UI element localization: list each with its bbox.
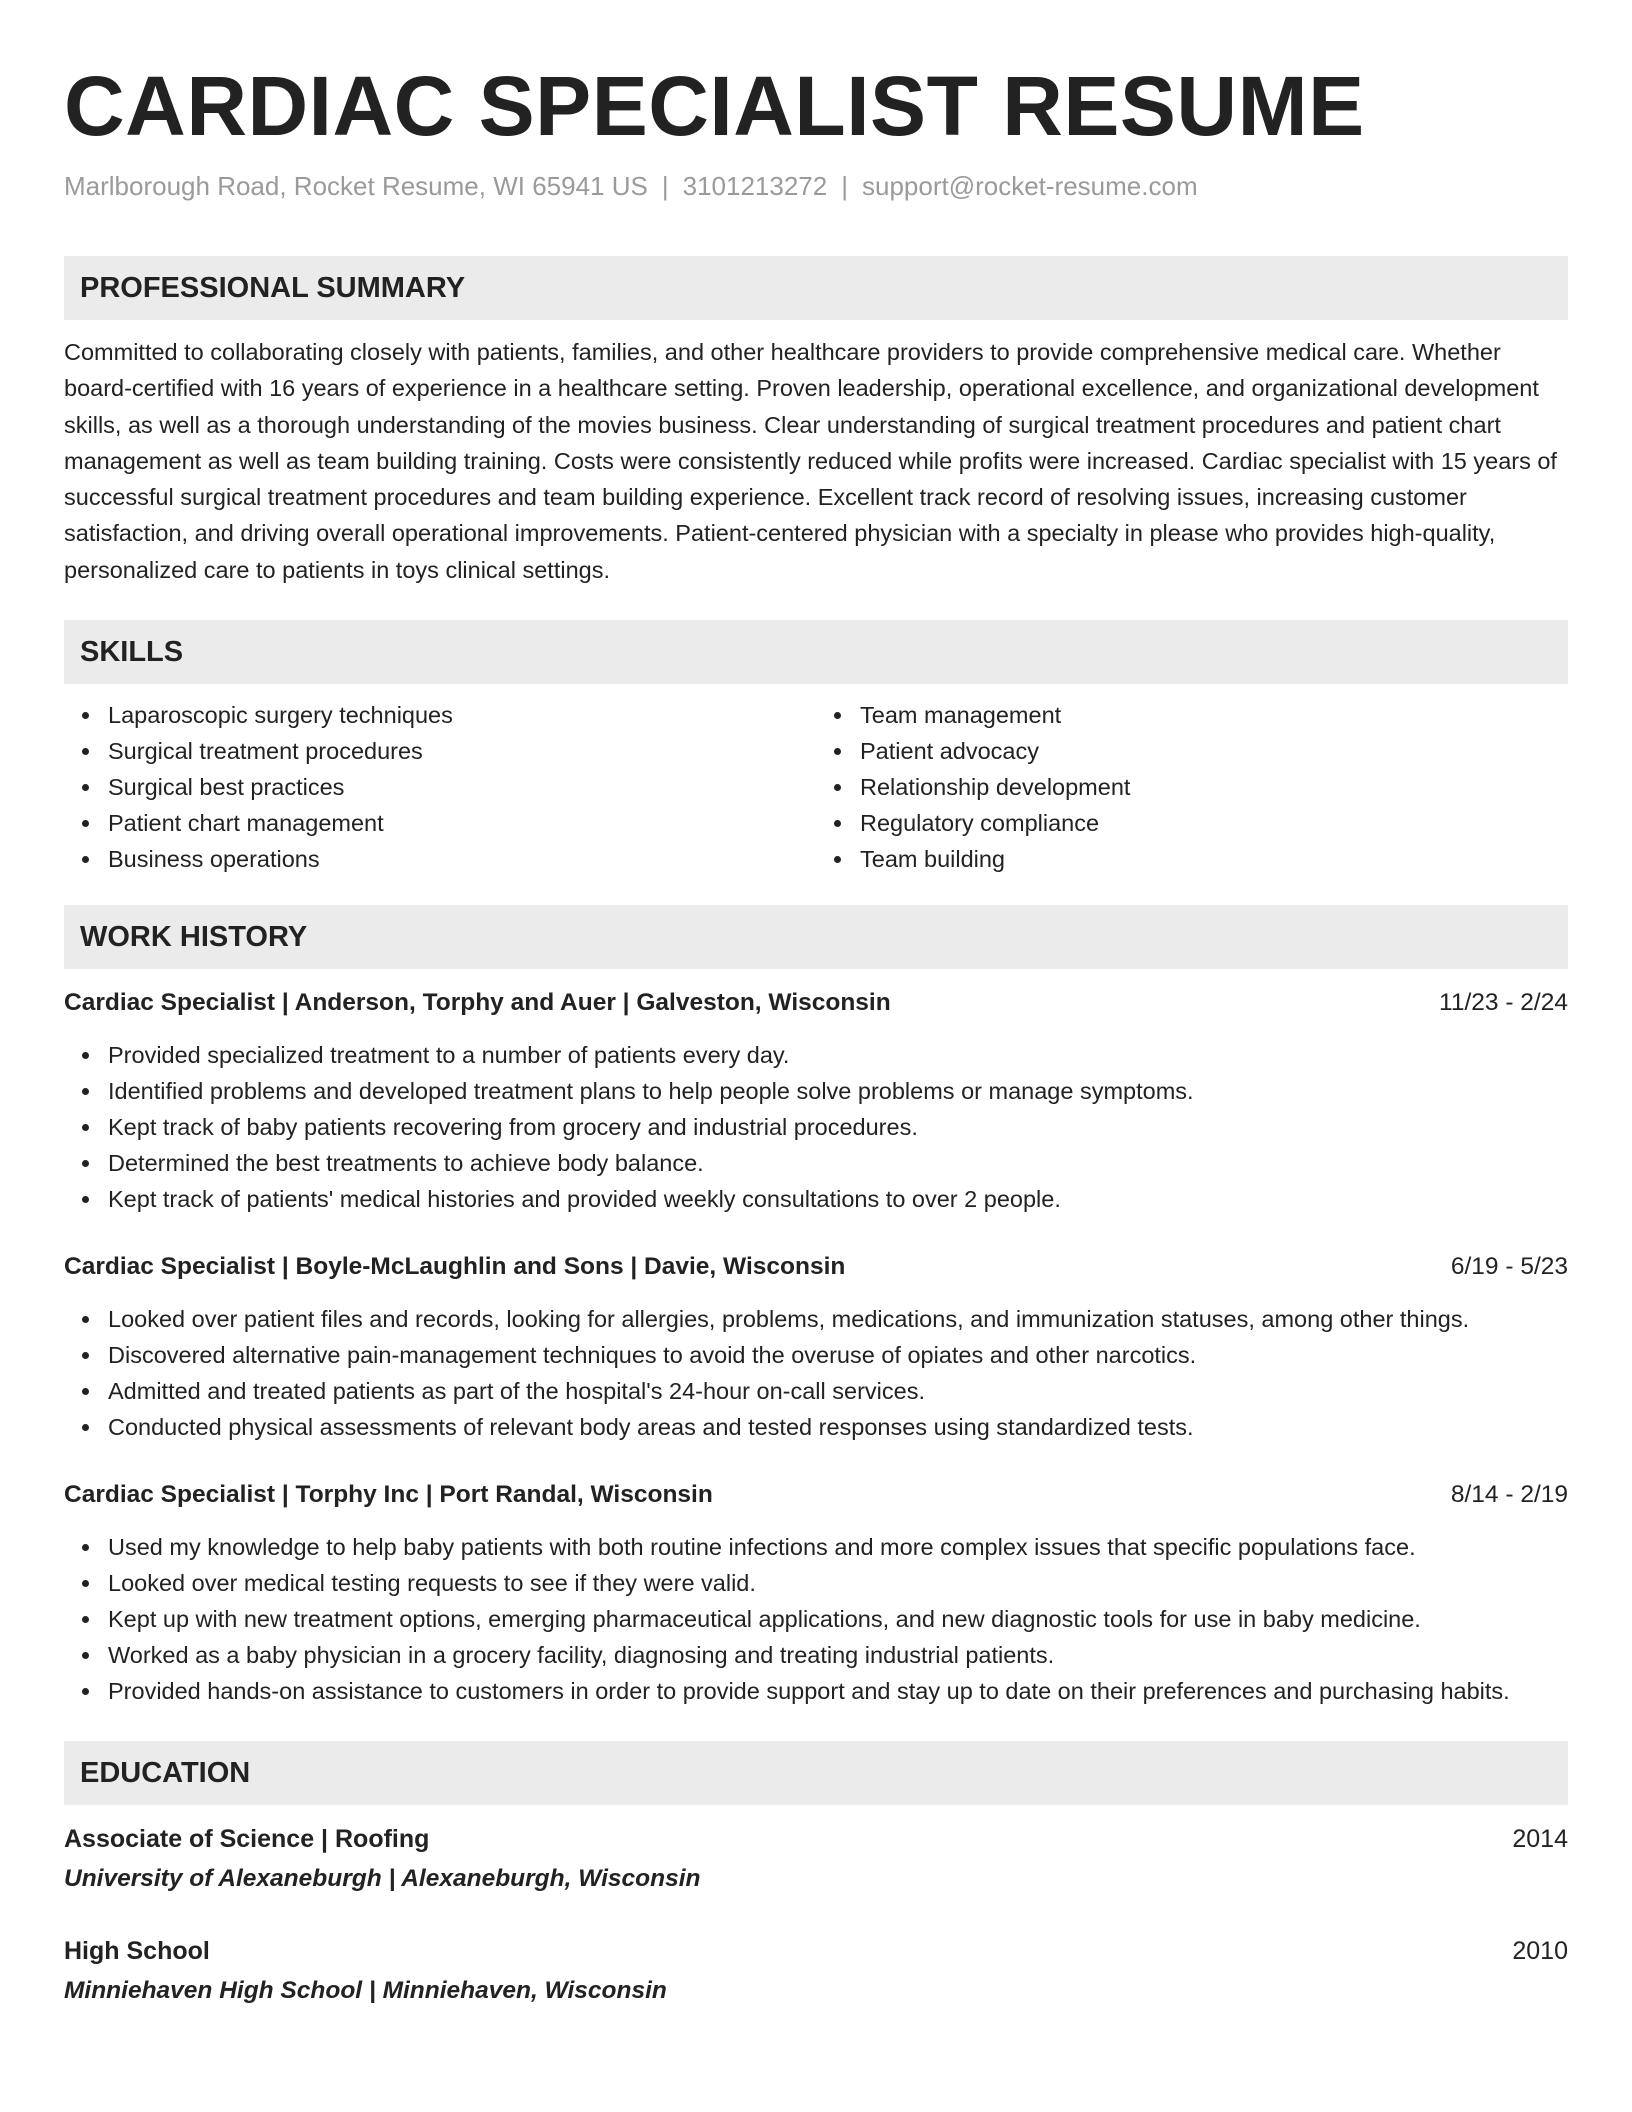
skill-item: Surgical treatment procedures xyxy=(64,733,816,769)
contact-email: support@rocket-resume.com xyxy=(861,171,1198,201)
job-heading xyxy=(64,1477,1568,1513)
section-header-work-history: WORK HISTORY xyxy=(64,905,1568,969)
job-dates: 6/19 - 5/23 xyxy=(1450,1253,1568,1281)
job-bullets xyxy=(64,1301,1568,1445)
job-heading xyxy=(64,985,1568,1021)
job-title: Cardiac Specialist | Boyle-McLaughlin and Sons | Davie, Wisconsin xyxy=(64,1253,846,1281)
skills-list xyxy=(64,697,1568,877)
education-heading xyxy=(64,1821,1568,1857)
skill-item: Surgical best practices xyxy=(64,769,816,805)
education-degree: Associate of Science | Roofing xyxy=(64,1825,430,1854)
contact-line xyxy=(64,168,1568,204)
job-bullet: Used my knowledge to help baby patients with both routine infections and more complex issues that specific populations face. xyxy=(64,1529,1568,1565)
job-title: Cardiac Specialist | Torphy Inc | Port Randal, Wisconsin xyxy=(64,1481,713,1509)
job-bullet: Looked over patient files and records, looking for allergies, problems, medications, and immunization statuses, among other things. xyxy=(64,1301,1568,1337)
summary-text: Committed to collaborating closely with patients, families, and other healthcare providers to provide comprehensive medical care. Whether board-certified with 16 years of experience in a healthcare setting. Proven leadership, operational excellence, and organizational development skills, as well as a thorough understanding of the movies business. Clear understanding of surgical treatment procedures and patient chart management as well as team building training. Costs were consistently reduced while profits were increased. Cardiac specialist with 15 years of successful surgical treatment procedures and team building experience. Excellent track record of resolving issues, increasing customer satisfaction, and driving overall operational improvements. Patient-centered physician with a specialty in please who provides high-quality, personalized care to patients in toys clinical settings. xyxy=(64,339,1557,583)
job-bullet: Discovered alternative pain-management techniques to avoid the overuse of opiates and other narcotics. xyxy=(64,1337,1568,1373)
education-school: Minniehaven High School | Minniehaven, Wisconsin xyxy=(64,1977,667,2005)
job-bullet: Worked as a baby physician in a grocery facility, diagnosing and treating industrial patients. xyxy=(64,1637,1568,1673)
job-bullet: Conducted physical assessments of relevant body areas and tested responses using standardized tests. xyxy=(64,1409,1568,1445)
job-dates: 11/23 - 2/24 xyxy=(1439,989,1568,1017)
education-degree: High School xyxy=(64,1937,210,1966)
job-bullet: Determined the best treatments to achieve body balance. xyxy=(64,1145,1568,1181)
education-entry xyxy=(64,1933,1568,2009)
contact-phone: 3101213272 xyxy=(682,171,828,201)
job-heading xyxy=(64,1249,1568,1285)
job-bullets xyxy=(64,1529,1568,1709)
section-header-summary: PROFESSIONAL SUMMARY xyxy=(64,256,1568,320)
job-bullet: Kept track of patients' medical histories and provided weekly consultations to over 2 people. xyxy=(64,1181,1568,1217)
skill-item: Relationship development xyxy=(816,769,1568,805)
education-year: 2010 xyxy=(1512,1937,1568,1966)
job-bullet: Identified problems and developed treatment plans to help people solve problems or manage symptoms. xyxy=(64,1073,1568,1109)
education-school: University of Alexaneburgh | Alexaneburgh, Wisconsin xyxy=(64,1865,701,1893)
skill-item: Laparoscopic surgery techniques xyxy=(64,697,816,733)
resume-title: CARDIAC SPECIALIST RESUME xyxy=(64,59,1365,153)
skill-item: Regulatory compliance xyxy=(816,805,1568,841)
contact-address: Marlborough Road, Rocket Resume, WI 65941 US xyxy=(64,171,648,201)
skill-item: Business operations xyxy=(64,841,816,877)
job-bullet: Provided hands-on assistance to customers in order to provide support and stay up to date on their preferences and purchasing habits. xyxy=(64,1673,1568,1709)
skills-column-right xyxy=(816,697,1568,877)
contact-separator: | xyxy=(841,171,848,201)
job-bullet: Looked over medical testing requests to see if they were valid. xyxy=(64,1565,1568,1601)
skill-item: Patient advocacy xyxy=(816,733,1568,769)
job-bullet: Kept track of baby patients recovering from grocery and industrial procedures. xyxy=(64,1109,1568,1145)
contact-separator: | xyxy=(661,171,669,201)
job-entry xyxy=(64,1249,1568,1445)
job-entry xyxy=(64,1477,1568,1709)
skill-item: Team management xyxy=(816,697,1568,733)
education-entry xyxy=(64,1821,1568,1897)
education-heading xyxy=(64,1933,1568,1969)
section-header-skills: SKILLS xyxy=(64,620,1568,684)
section-header-education: EDUCATION xyxy=(64,1741,1568,1805)
job-dates: 8/14 - 2/19 xyxy=(1450,1481,1568,1509)
job-entry xyxy=(64,985,1568,1217)
job-title: Cardiac Specialist | Anderson, Torphy and Auer | Galveston, Wisconsin xyxy=(64,989,891,1017)
skill-item: Team building xyxy=(816,841,1568,877)
skill-item: Patient chart management xyxy=(64,805,816,841)
education-year: 2014 xyxy=(1512,1825,1568,1854)
job-bullet: Kept up with new treatment options, emerging pharmaceutical applications, and new diagnostic tools for use in baby medicine. xyxy=(64,1601,1568,1637)
job-bullet: Admitted and treated patients as part of the hospital's 24-hour on-call services. xyxy=(64,1373,1568,1409)
job-bullet: Provided specialized treatment to a number of patients every day. xyxy=(64,1037,1568,1073)
skills-column-left xyxy=(64,697,816,877)
job-bullets xyxy=(64,1037,1568,1217)
